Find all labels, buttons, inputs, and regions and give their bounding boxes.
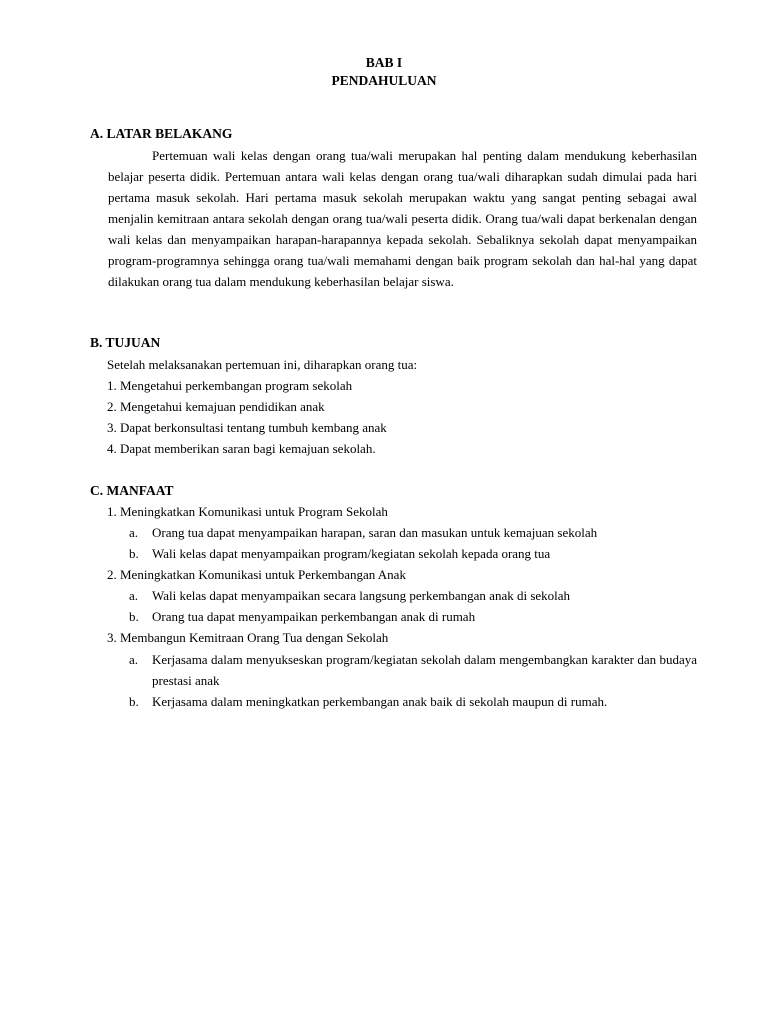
sub-item-text: Kerjasama dalam meningkatkan perkembangan anak baik di sekolah maupun di rumah. (152, 694, 608, 709)
section-a-heading: A. LATAR BELAKANG (90, 126, 233, 141)
sub-item-marker: b. (129, 609, 139, 624)
chapter-title: PENDAHULUAN (331, 73, 437, 88)
sub-item-marker: a. (129, 652, 139, 667)
benefit-sub-item (129, 691, 697, 712)
list-item: 1. Mengetahui perkembangan program sekolah (107, 378, 353, 393)
benefit-sub-item (129, 606, 697, 627)
sub-item-text: Wali kelas dapat menyampaikan secara langsung perkembangan anak di sekolah (152, 588, 571, 603)
benefit-sub-item (129, 522, 697, 543)
section-b-heading: B. TUJUAN (90, 335, 161, 350)
sub-item-marker: b. (129, 694, 139, 709)
benefit-group-title: 1. Meningkatkan Komunikasi untuk Program Sekolah (107, 504, 388, 519)
benefit-group-title: 3. Membangun Kemitraan Orang Tua dengan Sekolah (107, 630, 389, 645)
list-item: 4. Dapat memberikan saran bagi kemajuan sekolah. (107, 441, 376, 456)
section-c-heading: C. MANFAAT (90, 483, 174, 498)
sub-item-marker: b. (129, 546, 139, 561)
benefit-sub-item (129, 585, 697, 606)
benefit-group-title: 2. Meningkatkan Komunikasi untuk Perkembangan Anak (107, 567, 406, 582)
benefit-sub-item (129, 649, 697, 691)
list-item: 3. Dapat berkonsultasi tentang tumbuh kembang anak (107, 420, 387, 435)
sub-item-text: Orang tua dapat menyampaikan perkembangan anak di rumah (152, 609, 476, 624)
list-item: 2. Mengetahui kemajuan pendidikan anak (107, 399, 325, 414)
sub-item-marker: a. (129, 525, 139, 540)
sub-item-text: Orang tua dapat menyampaikan harapan, saran dan masukan untuk kemajuan sekolah (152, 525, 598, 540)
sub-item-marker: a. (129, 588, 139, 603)
section-a-paragraph: Pertemuan wali kelas dengan orang tua/wali merupakan hal penting dalam mendukung keberhasilan belajar peserta didik. Pertemuan antara wali kelas dengan orang tua/wali diharapkan sudah dimulai pada hari pertama masuk sekolah. Hari pertama masuk sekolah merupakan waktu yang sangat penting sebagai awal menjalin kemitraan antara sekolah dengan orang tua/wali peserta didik. Orang tua/wali dapat berkenalan dengan wali kelas dan menyampaikan harapan-harapannya kepada sekolah. Sebaliknya sekolah dapat menyampaikan program-programnya sehingga orang tua/wali memahami dengan baik program sekolah dan hal-hal yang dapat dilakukan orang tua dalam mendukung keberhasilan belajar siswa. (108, 148, 697, 289)
benefit-sub-item (129, 543, 697, 564)
sub-item-text: Wali kelas dapat menyampaikan program/kegiatan sekolah kepada orang tua (152, 546, 551, 561)
chapter-number: BAB I (365, 55, 403, 70)
sub-item-text: Kerjasama dalam menyukseskan program/kegiatan sekolah dalam mengembangkan karakter dan budaya prestasi anak (152, 652, 697, 688)
section-b-intro: Setelah melaksanakan pertemuan ini, diharapkan orang tua: (107, 357, 418, 372)
